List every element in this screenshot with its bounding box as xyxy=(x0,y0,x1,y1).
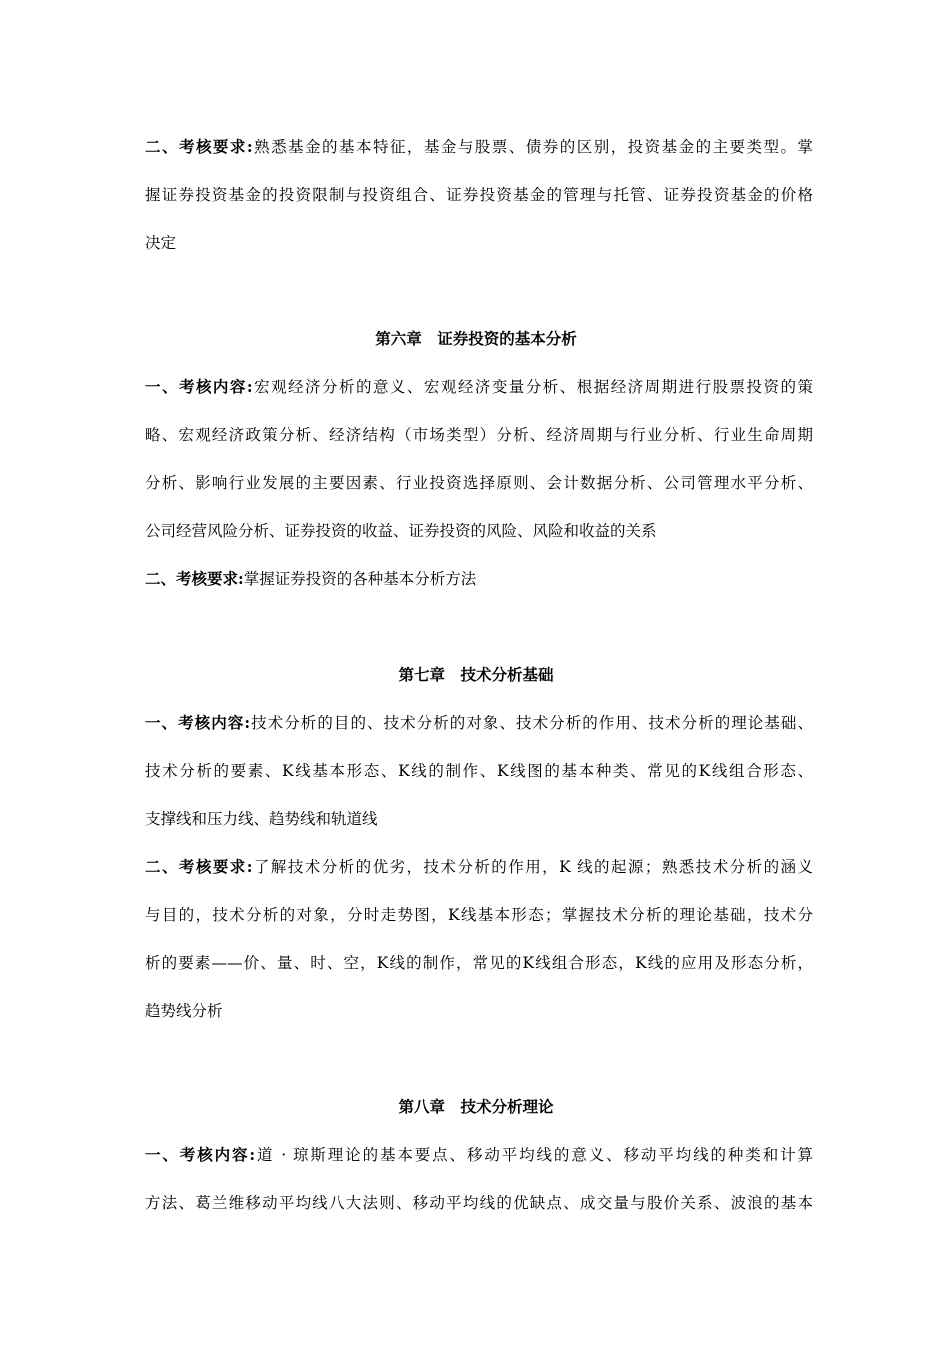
paragraph-line: 支撑线和压力线、趋势线和轨道线 xyxy=(145,810,378,828)
requirements-label: 二、考核要求: xyxy=(145,137,253,156)
paragraph-line: 趋势线分析 xyxy=(145,1002,223,1020)
paragraph-text: 熟悉基金的基本特征，基金与股票、债券的区别，投资基金的主要类型。掌 xyxy=(252,138,813,156)
content-label: 一、考核内容: xyxy=(145,1145,256,1164)
content-label: 一、考核内容: xyxy=(145,377,253,396)
paragraph-line: 与目的，技术分析的对象，分时走势图，K线基本形态；掌握技术分析的理论基础，技术分 xyxy=(145,906,813,924)
paragraph-line: 略、宏观经济政策分析、经济结构（市场类型）分析、经济周期与行业分析、行业生命周期 xyxy=(145,426,813,444)
paragraph-text: 技术分析的目的、技术分析的对象、技术分析的作用、技术分析的理论基础、 xyxy=(250,714,813,732)
paragraph-line xyxy=(145,377,813,397)
paragraph-line xyxy=(145,137,813,157)
chapter8-heading: 第八章 技术分析理论 xyxy=(398,1097,554,1116)
paragraph-line: 决定 xyxy=(145,234,177,252)
paragraph-line: 技术分析的要素、K线基本形态、K线的制作、K线图的基本种类、常见的K线组合形态、 xyxy=(145,762,813,780)
paragraph-text: 掌握证券投资的各种基本分析方法 xyxy=(243,570,477,588)
paragraph-line: 方法、葛兰维移动平均线八大法则、移动平均线的优缺点、成交量与股价关系、波浪的基本 xyxy=(145,1194,813,1212)
requirements-label: 二、考核要求: xyxy=(145,569,244,588)
paragraph-line xyxy=(145,713,813,733)
requirements-label: 二、考核要求: xyxy=(145,857,253,876)
paragraph-line: 公司经营风险分析、证券投资的收益、证券投资的风险、风险和收益的关系 xyxy=(145,522,657,540)
paragraph-line xyxy=(145,1145,813,1165)
paragraph-line: 分析、影响行业发展的主要因素、行业投资选择原则、会计数据分析、公司管理水平分析、 xyxy=(145,474,813,492)
paragraph-text: 了解技术分析的优劣，技术分析的作用，K 线的起源；熟悉技术分析的涵义 xyxy=(252,858,813,876)
paragraph-text: 道 · 琼斯理论的基本要点、移动平均线的意义、移动平均线的种类和计算 xyxy=(255,1146,813,1164)
chapter7-heading: 第七章 技术分析基础 xyxy=(398,665,554,684)
content-label: 一、考核内容: xyxy=(145,713,251,732)
paragraph-line: 握证券投资基金的投资限制与投资组合、证券投资基金的管理与托管、证券投资基金的价格 xyxy=(145,186,813,204)
paragraph-line xyxy=(145,857,813,877)
paragraph-text: 宏观经济分析的意义、宏观经济变量分析、根据经济周期进行股票投资的策 xyxy=(252,378,813,396)
paragraph-line xyxy=(145,569,813,589)
paragraph-line: 析的要素——价、量、时、空，K线的制作，常见的K线组合形态，K线的应用及形态分析， xyxy=(145,954,813,972)
chapter6-heading: 第六章 证券投资的基本分析 xyxy=(375,329,577,348)
